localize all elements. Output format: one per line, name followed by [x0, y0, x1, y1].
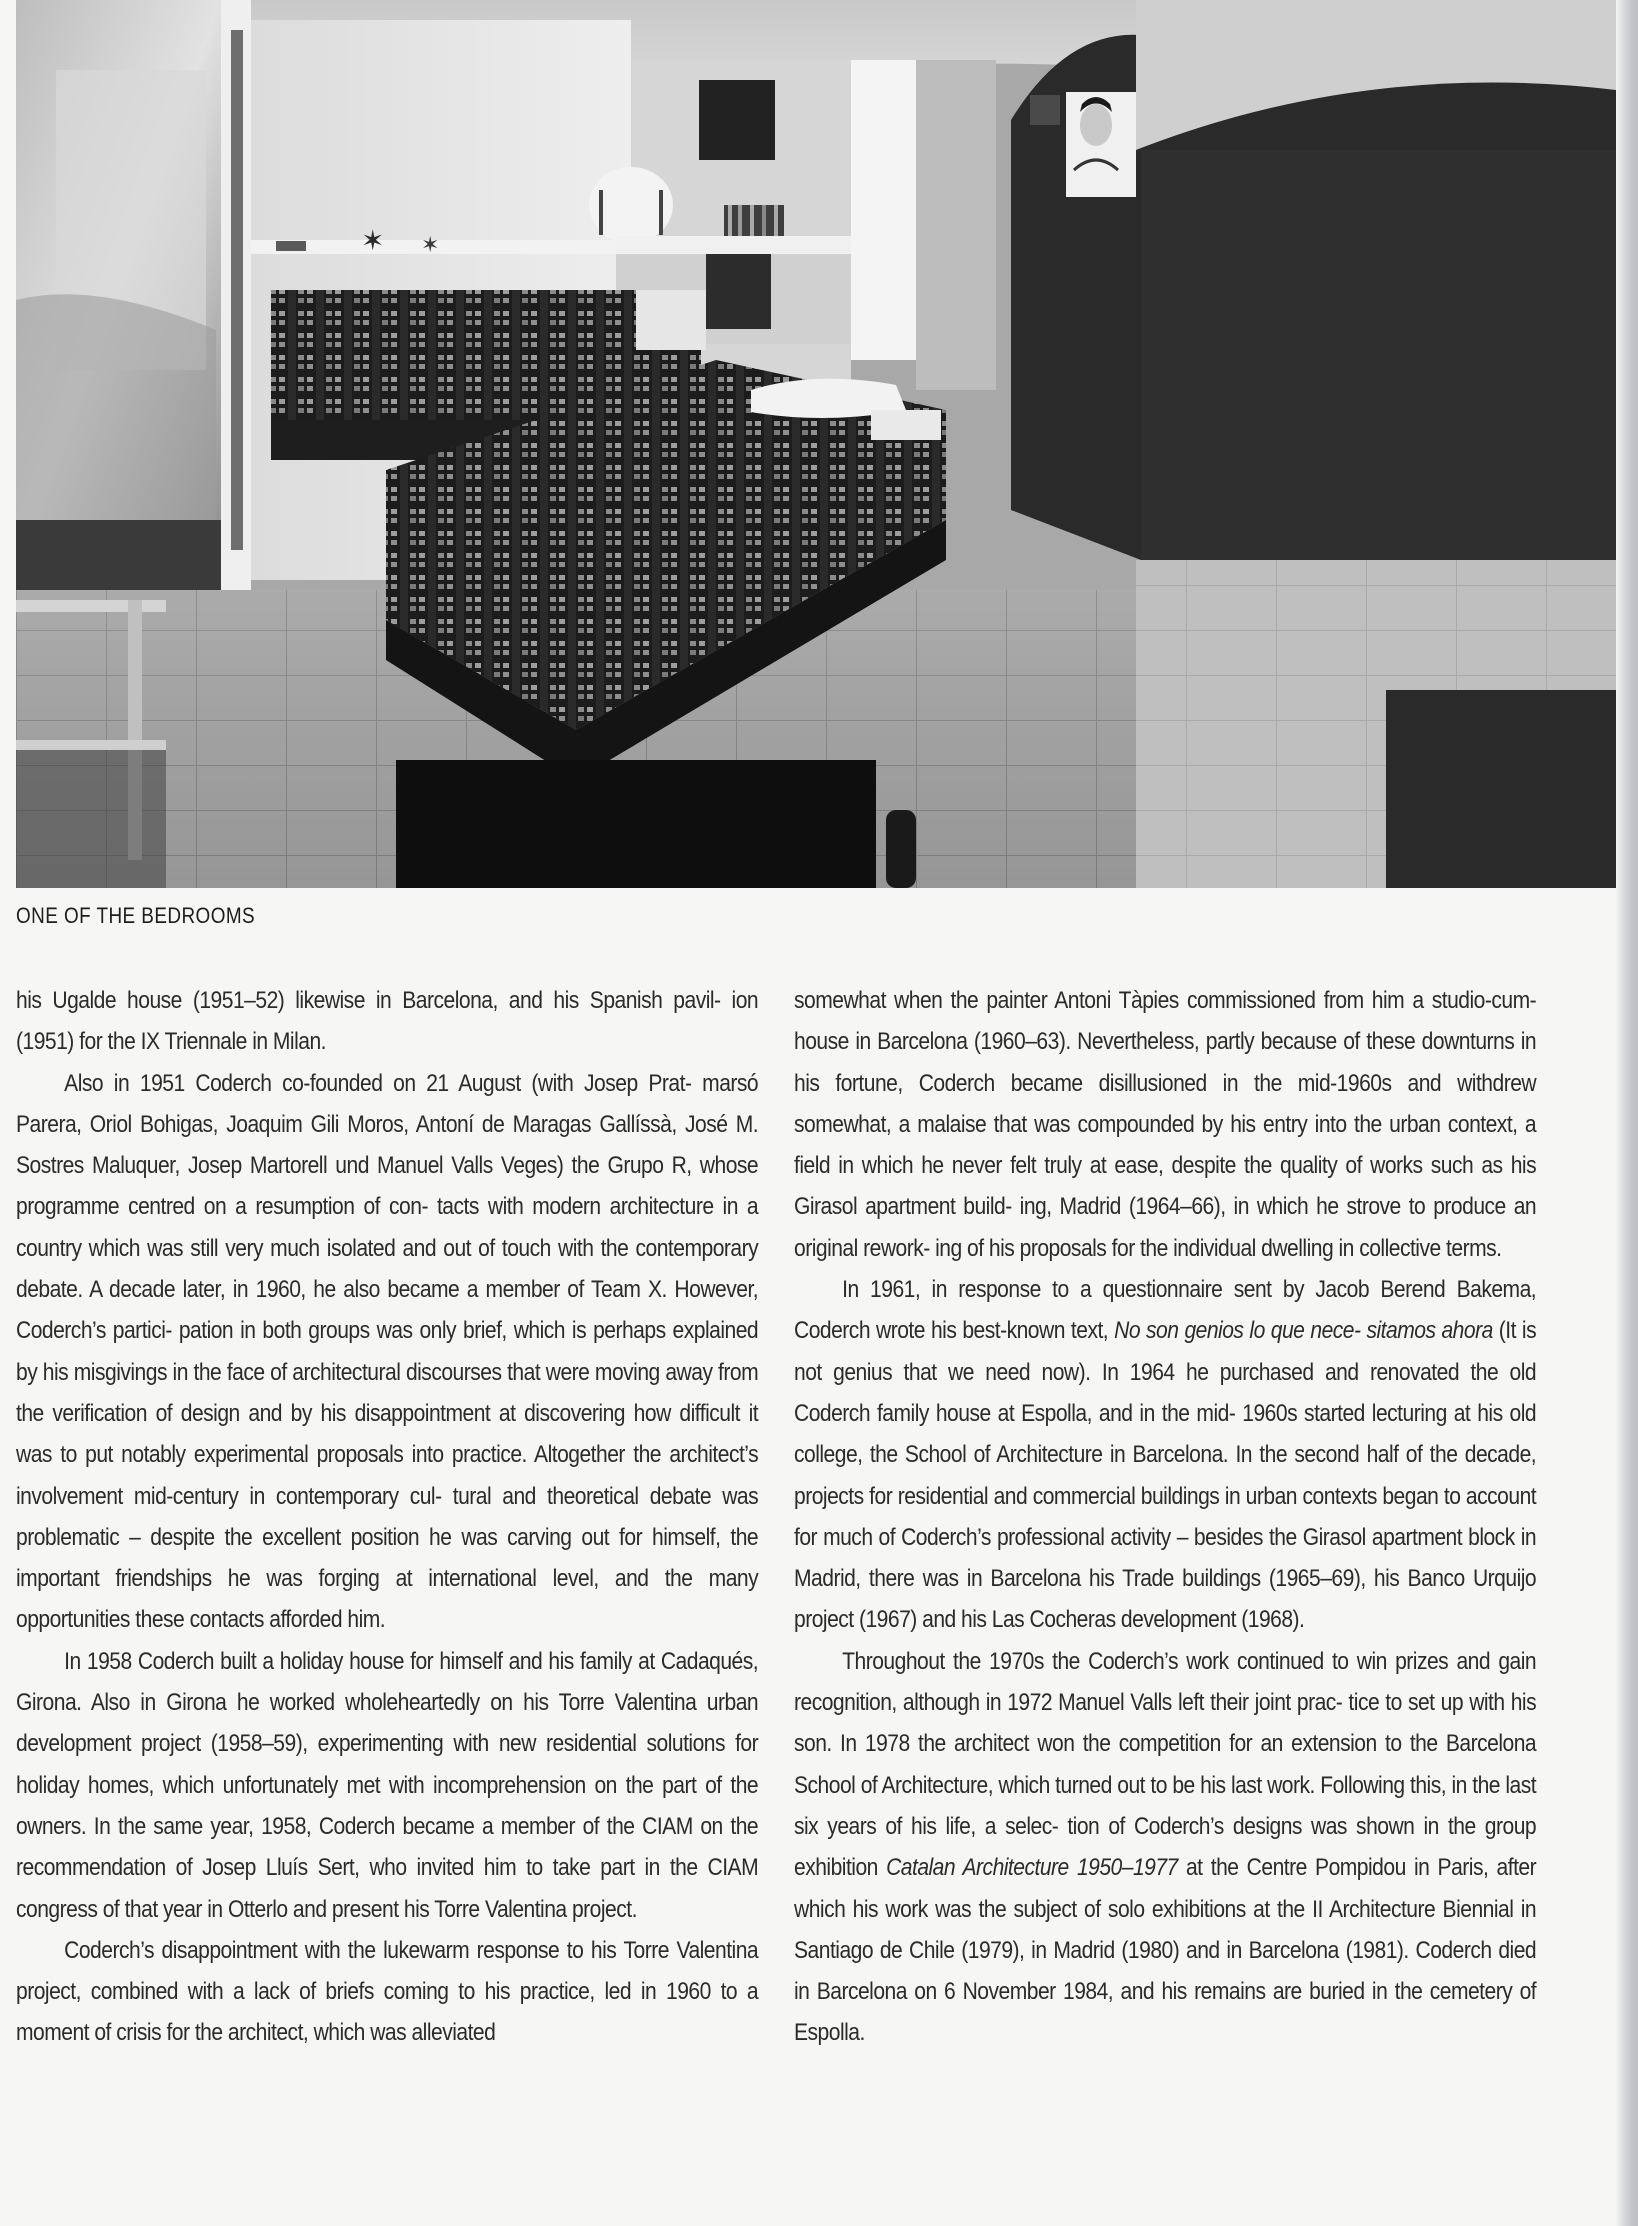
book-title-italic: No son genios lo que nece- sitamos ahora: [1114, 1317, 1493, 1345]
paragraph: Also in 1951 Coderch co-founded on 21 August (with Josep Prat- marsó Parera, Oriol Bohigas, Joaquim Gili Moros, Antoní de Maragas Gallíssà, José M. Sostres Maluquer, Josep Martorell und Manuel Valls Veges) the Grupo R, whose programme centred on a resumption of con- tacts with modern architecture in a country which was still very much isolated and out of touch with the contemporary debate. A decade later, in 1960, he also became a member of Team X. However, Coderch’s partici- pation in both groups was only brief, which is perhaps explained by his misgivings in the face of architectural discourses that were moving away from the verification of design and by his disappointment at discovering how difficult it was to put notably experimental proposals into practice. Altogether the architect’s involvement mid-century in contemporary cul- tural and theoretical debate was problematic – despite the excellent position he was carving out for himself, the important friendships he was forging at international level, and the many opportunities these contacts afforded him.: [16, 1069, 759, 1634]
paragraph-text: In 1961, in response to a questionnaire sent by Jacob Berend Bakema, Coderch wrote his best-known text,: [794, 1276, 1537, 1345]
book-gutter-shadow: [1616, 0, 1638, 2226]
paragraph: somewhat when the painter Antoni Tàpies commissioned from him a studio-cum-house in Barcelona (1960–63). Nevertheless, partly because of these downturns in his fortune, Coderch became disillusioned in the mid-1960s and withdrew somewhat, a malaise that was compounded by his entry into the urban context, a field in which he never felt truly at ease, despite the quality of works such as his Girasol apartment build- ing, Madrid (1964–66), in which he strove to produce an original rework- ing of his proposals for the individual dwelling in collective terms.: [794, 987, 1537, 1262]
left-text-column: [16, 980, 758, 2054]
paragraph: Coderch’s disappointment with the lukewarm response to his Torre Valentina project, combined with a lack of briefs coming to his practice, led in 1960 to a moment of crisis for the architect, which was alleviated: [16, 1936, 759, 2047]
svg-text:✶: ✶: [421, 233, 440, 258]
svg-text:✶: ✶: [361, 224, 385, 257]
photo-caption: ONE OF THE BEDROOMS: [16, 903, 256, 928]
paragraph: his Ugalde house (1951–52) likewise in Barcelona, and his Spanish pavil- ion (1951) for the IX Triennale in Milan.: [16, 987, 759, 1056]
paragraph: In 1958 Coderch built a holiday house for himself and his family at Cadaqués, Girona. Also in Girona he worked wholeheartedly on his Torre Valentina urban development project (1958–59), experimenting with new residential solutions for holiday homes, which unfortunately met with incomprehension on the part of the owners. In the same year, 1958, Coderch became a member of the CIAM on the recommendation of Josep Lluís Sert, who invited him to take part in the CIAM congress of that year in Otterlo and present his Torre Valentina project.: [16, 1647, 759, 1923]
paragraph: [794, 1641, 1536, 2054]
exhibition-title-italic: Catalan Architecture 1950–1977: [886, 1854, 1178, 1882]
bedroom-photograph: [16, 0, 1616, 888]
paragraph-text: (It is not genius that we need now). In 1964 he purchased and renovated the old Coderch family house at Espolla, and in the mid- 1960s started lecturing at his old college, the School of Architecture in Barcelona. In the second half of the decade, projects for residential and commercial buildings in urban contexts began to account for much of Coderch’s professional activity – besides the Girasol apartment block in Madrid, there was in Barcelona his Trade buildings (1965–69), his Banco Urquijo project (1967) and his Las Cocheras development (1968).: [794, 1317, 1537, 1634]
right-text-column: [794, 980, 1536, 2054]
paragraph: [794, 1269, 1536, 1641]
paragraph-text: at the Centre Pompidou in Paris, after which his work was the subject of solo exhibitions at the II Architecture Biennial in Santiago de Chile (1979), in Madrid (1980) and in Barcelona (1981). Coderch died in Barcelona on 6 November 1984, and his remains are buried in the cemetery of Espolla.: [794, 1854, 1537, 2047]
paragraph-text: Throughout the 1970s the Coderch’s work continued to win prizes and gain recognition, although in 1972 Manuel Valls left their joint prac- tice to set up with his son. In 1978 the architect won the competition for an extension to the Barcelona School of Architecture, which turned out to be his last work. Following this, in the last six years of his life, a selec- tion of Coderch’s designs was shown in the group exhibition: [794, 1647, 1537, 1882]
